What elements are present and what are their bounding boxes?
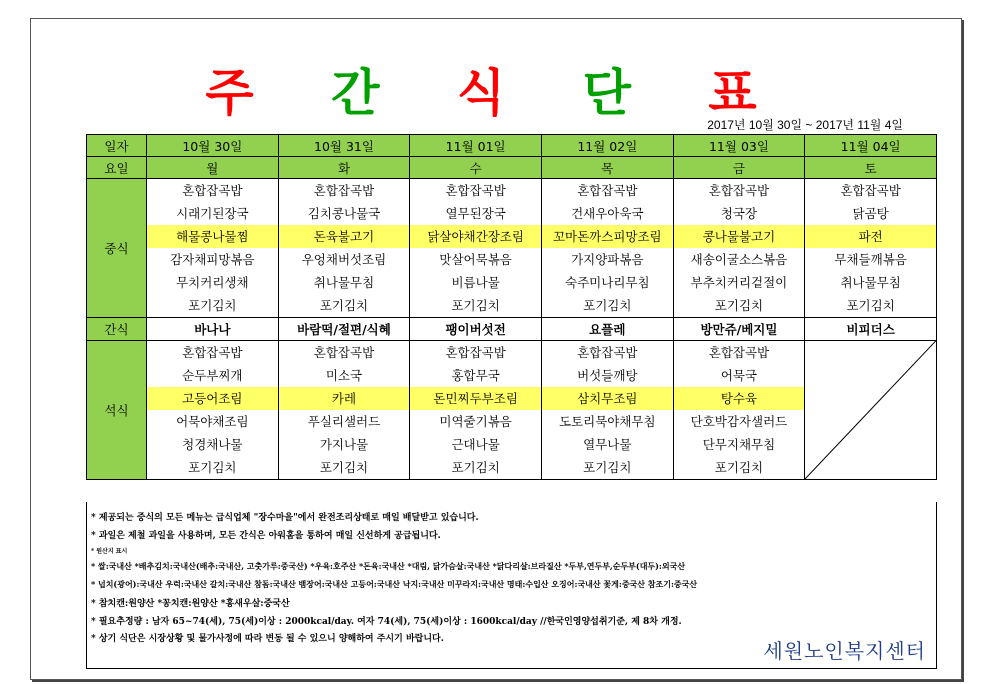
dinner-menu-item: 단호박감자샐러드 [690,414,788,429]
dinner-menu-item: 근대나물 [451,437,500,452]
date-cell: 11월 03일 [673,135,805,157]
dinner-menu-item: 가지나물 [319,437,369,452]
note-line: * 과일은 제철 과일을 사용하며, 모든 간식은 아워홈을 통하여 매일 신선하게 공급됩니다. [91,531,441,541]
lunch-menu-item: 우엉채버섯조림 [301,252,387,267]
lunch-menu-item: 취나물무침 [313,275,375,290]
page-title [31,53,961,125]
lunch-menu-item: 부추치커리겉절이 [690,275,788,290]
dinner-menu-item: 단무지채무침 [702,437,776,452]
lunch-menu-item: 혼합잡곡밥 [577,183,638,198]
title-char: 단 [582,64,661,122]
dinner-day-cell [541,341,673,480]
date-cell: 10월 31일 [278,135,410,157]
dinner-label: 석식 [87,341,147,480]
lunch-day-cell [541,179,673,318]
dinner-menu-item: 포기김치 [188,460,237,475]
lunch-menu-item: 무치커리생채 [176,275,249,290]
snack-cell: 팽이버섯전 [410,318,542,341]
dinner-menu-item: 고등어조림 [147,387,278,410]
date-cell: 10월 30일 [147,135,279,157]
lunch-menu-item: 숙주미나리무침 [565,275,650,290]
note-line: * 제공되는 중식의 모든 메뉴는 급식업체 "장수마을"에서 완전조리상태로 매일 배달받고 있습니다. [91,513,479,523]
dinner-menu-item: 홍합무국 [451,368,500,383]
date-cell: 11월 02일 [541,135,673,157]
day-cell: 수 [410,157,542,179]
dinner-menu-item: 청경채나물 [182,437,243,452]
lunch-menu-item: 혼합잡곡밥 [445,183,506,198]
dinner-menu-item: 혼합잡곡밥 [577,345,638,360]
center-name: 세원노인복지센터 [763,639,926,663]
date-label: 일자 [87,135,147,157]
lunch-menu-item: 혼합잡곡밥 [313,183,375,198]
lunch-menu-item: 감자채피망볶음 [170,252,255,267]
lunch-menu-item: 맛살어묵볶음 [439,252,512,267]
note-line: * 참치캔:원양산 *꽁치캔:원양산 *홍새우살:중국산 [91,599,290,609]
dinner-menu-item: 카레 [279,387,410,410]
lunch-menu-item: 파전 [805,225,936,248]
lunch-label: 중식 [87,179,147,318]
dinner-menu-item: 혼합잡곡밥 [708,345,770,360]
dinner-menu-item: 삼치무조림 [542,387,673,410]
lunch-day-cell [805,179,937,318]
lunch-menu-item: 혼합잡곡밥 [708,183,770,198]
dinner-menu-item: 탕수육 [674,387,805,410]
note-line: * 쌀:국내산 *배추김치:국내산(배추:국내산, 고춧가루:중국산) *우육:호주산 *돈육:국내산 *대림, 닭가슴살:국내산 *닭다리살:브라질산 *두부,연두부,순두부(대두):외국산 [91,561,686,571]
lunch-menu-item: 돈육불고기 [279,225,410,248]
title-char: 표 [708,64,787,122]
dinner-menu-item: 돈민찌두부조림 [410,387,541,410]
lunch-menu-item: 김치콩나물국 [307,206,381,221]
dinner-menu-item: 어묵야채조림 [176,414,249,429]
dinner-menu-item: 포기김치 [714,460,764,475]
lunch-menu-item: 혼합잡곡밥 [182,183,243,198]
lunch-menu-item: 취나물무침 [840,275,901,290]
dinner-menu-item: 포기김치 [451,460,500,475]
lunch-menu-item: 시래기된장국 [176,206,249,221]
dinner-menu-item: 도토리묵야채무침 [558,414,656,429]
lunch-menu-item: 꼬마돈까스피망조림 [542,225,673,248]
lunch-menu-item: 닭살야채간장조림 [410,225,541,248]
dinner-menu-item: 미역줄기볶음 [439,414,512,429]
title-char: 식 [456,64,536,122]
dinner-menu-item: 순두부찌개 [182,368,243,383]
day-cell: 금 [673,157,805,179]
date-cell: 11월 01일 [410,135,542,157]
day-cell: 목 [541,157,673,179]
dinner-menu-item: 포기김치 [319,460,369,475]
day-cell: 화 [278,157,410,179]
snack-cell: 요플레 [541,318,673,341]
period-range: 2017년 10월 30일 ~ 2017년 11월 4일 [707,118,903,132]
lunch-menu-item: 열무된장국 [445,206,506,221]
lunch-menu-item: 비름나물 [451,275,500,290]
dinner-menu-item: 혼합잡곡밥 [182,345,243,360]
lunch-menu-item: 무채들깨볶음 [834,252,907,267]
dinner-menu-item: 혼합잡곡밥 [445,345,506,360]
lunch-menu-item: 혼합잡곡밥 [840,183,901,198]
lunch-menu-item: 콩나물불고기 [674,225,805,248]
day-cell: 월 [147,157,279,179]
dinner-day-cell [147,341,279,480]
lunch-day-cell [278,179,410,318]
no-service-cell [805,341,937,480]
snack-cell: 바나나 [147,318,279,341]
snack-label: 간식 [87,318,147,341]
dinner-menu-item: 포기김치 [583,460,632,475]
lunch-menu-item: 청국장 [720,206,758,221]
lunch-menu-item: 포기김치 [714,298,764,313]
dinner-menu-item: 어묵국 [720,368,758,383]
lunch-menu-item: 해물콩나물찜 [147,225,278,248]
note-line: * 필요추정량 : 남자 65~74(세), 75(세)이상 : 2000kcal/day. 여자 74(세), 75(세)이상 : 1600kcal/day //한국인영양섭취기준, 제 8차 개정. [91,617,682,627]
title-char: 주 [205,64,284,122]
lunch-day-cell [147,179,279,318]
dinner-menu-item: 푸실리샐러드 [307,414,381,429]
weekly-menu-table [86,134,937,480]
lunch-menu-item: 가지양파볶음 [571,252,644,267]
dinner-menu-item: 버섯들깨탕 [577,368,638,383]
dinner-menu-item: 열무나물 [583,437,632,452]
notes-box [86,502,937,669]
lunch-menu-item: 포기김치 [188,298,237,313]
menu-sheet [30,18,962,680]
date-cell: 11월 04일 [805,135,937,157]
lunch-menu-item: 새송이굴소스볶음 [690,252,788,267]
title-char: 간 [331,64,410,122]
dinner-day-cell [673,341,805,480]
snack-cell: 바람떡/절편/식혜 [278,318,410,341]
lunch-menu-item: 포기김치 [583,298,632,313]
snack-cell: 방만쥬/베지밀 [673,318,805,341]
lunch-menu-item: 포기김치 [319,298,369,313]
lunch-menu-item: 닭곰탕 [852,206,889,221]
dinner-menu-item: 미소국 [325,368,363,383]
lunch-day-cell [410,179,542,318]
lunch-menu-item: 포기김치 [451,298,500,313]
lunch-day-cell [673,179,805,318]
note-line: * 넙치(광어):국내산 우럭:국내산 갈치:국내산 참돔:국내산 뱀장어:국내산 고등어:국내산 낙지:국내산 미꾸라지:국내산 명태:수입산 오징어:국내산 꽃게:중국산 참조기:중국산 [91,579,698,589]
snack-cell: 비피더스 [805,318,937,341]
dinner-day-cell [410,341,542,480]
dinner-menu-item: 혼합잡곡밥 [313,345,375,360]
lunch-menu-item: 건새우아욱국 [571,206,644,221]
note-line: * 상기 식단은 시장상황 및 물가사정에 따라 변동 될 수 있으니 양해하여 주시기 바랍니다. [91,634,444,644]
day-cell: 토 [805,157,937,179]
note-line: * 원산지 표시 [91,548,128,555]
day-label: 요일 [87,157,147,179]
lunch-menu-item: 포기김치 [846,298,895,313]
dinner-day-cell [278,341,410,480]
